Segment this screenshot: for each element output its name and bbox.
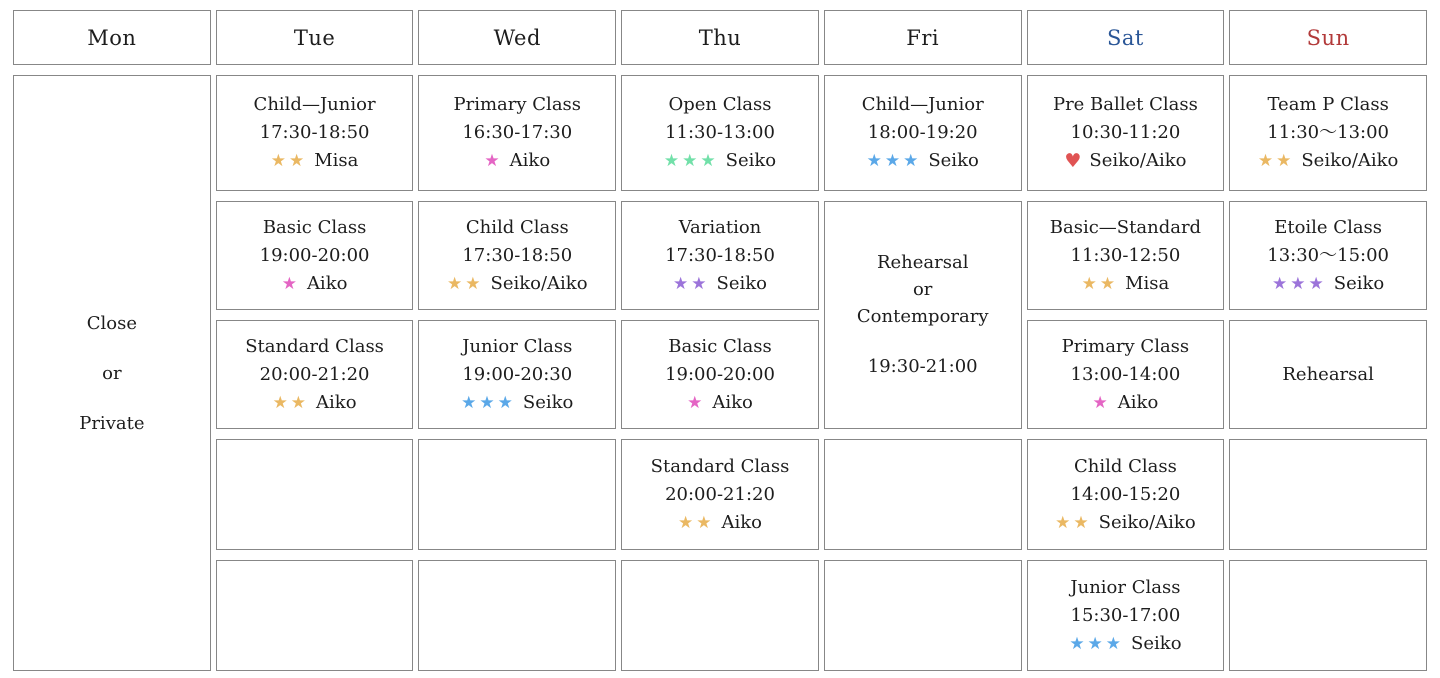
note-time: 19:30-21:00 <box>867 356 978 377</box>
teacher-name: Aiko <box>1117 391 1159 413</box>
class-title: Pre Ballet Class <box>1052 94 1198 115</box>
class-time: 17:30-18:50 <box>665 244 775 266</box>
note-text: Rehearsal <box>1282 364 1374 385</box>
class-level-line <box>678 509 762 537</box>
note-text: or <box>102 362 122 384</box>
class-level-line <box>273 389 357 417</box>
star-level-icon: ★ <box>1092 392 1111 413</box>
cell-sat-row2 <box>1027 201 1225 310</box>
class-title: Open Class <box>668 94 772 115</box>
class-time: 20:00-21:20 <box>665 483 775 505</box>
cell-wed-row3 <box>418 320 616 429</box>
cell-sun-row1 <box>1229 75 1427 191</box>
class-title: Junior Class <box>1070 576 1181 598</box>
teacher-name: Misa <box>314 150 359 171</box>
star-level-icon: ★ <box>484 151 503 171</box>
day-header-thu <box>621 10 819 65</box>
class-title: Basic Class <box>262 216 367 238</box>
day-header-sat <box>1027 10 1225 65</box>
teacher-name: Aiko <box>712 391 753 413</box>
class-title: Basic—Standard <box>1049 216 1202 238</box>
teacher-name: Seiko/Aiko <box>490 272 588 294</box>
class-level-line <box>1069 630 1181 658</box>
class-level-line <box>1064 147 1186 175</box>
cell-sat-row3 <box>1027 320 1225 429</box>
star-level-icon: ★★★ <box>1272 273 1327 294</box>
class-time: 19:00-20:00 <box>259 244 370 266</box>
cell-sun-row3 <box>1229 320 1427 429</box>
class-level-line <box>1055 509 1196 537</box>
star-level-icon: ★★ <box>447 273 484 294</box>
cell-sat-row5 <box>1027 560 1225 671</box>
star-level-icon: ★★★ <box>461 392 516 413</box>
cell-thu-row1 <box>621 75 819 191</box>
class-level-line <box>282 270 348 298</box>
class-title: Junior Class <box>462 335 573 357</box>
teacher-name: Seiko <box>1333 272 1385 294</box>
class-time: 13:00-14:00 <box>1070 363 1181 385</box>
day-header-label: Fri <box>906 25 940 50</box>
cell-mon-row1 <box>13 75 211 671</box>
star-level-icon: ★★ <box>678 512 715 533</box>
class-title: Child Class <box>1073 455 1177 477</box>
day-header-label: Sun <box>1306 25 1350 50</box>
class-level-line <box>1082 270 1170 298</box>
star-level-icon: ★★ <box>270 151 308 171</box>
cell-sun-row4 <box>1229 439 1427 550</box>
cell-fri-row2 <box>824 201 1022 429</box>
class-level-line <box>447 270 588 298</box>
class-level-line <box>673 270 767 298</box>
class-title: Basic Class <box>668 335 772 357</box>
cell-fri-row1 <box>824 75 1022 191</box>
class-level-line <box>687 389 753 417</box>
star-level-icon: ★★★ <box>866 151 922 171</box>
star-level-icon: ★★★ <box>1069 633 1125 654</box>
class-title: Child—Junior <box>861 94 984 115</box>
cell-tue-row5 <box>216 560 414 671</box>
note-text: Rehearsal <box>876 252 969 273</box>
class-time: 16:30-17:30 <box>462 122 573 143</box>
day-header-tue <box>216 10 414 65</box>
teacher-name: Aiko <box>306 272 348 294</box>
heart-icon: ♥ <box>1064 150 1082 172</box>
class-level-line <box>867 147 979 175</box>
class-level-line <box>271 147 359 175</box>
cell-thu-row3 <box>621 320 819 429</box>
teacher-name: Seiko <box>522 391 574 413</box>
class-title: Primary Class <box>1061 335 1190 357</box>
class-time: 17:30-18:50 <box>462 244 573 266</box>
cell-tue-row3 <box>216 320 414 429</box>
cell-sun-row2 <box>1229 201 1427 310</box>
star-level-icon: ★ <box>687 392 706 413</box>
class-title: Child Class <box>465 216 569 238</box>
class-level-line <box>484 147 550 175</box>
day-header-label: Wed <box>493 25 541 50</box>
class-title: Standard Class <box>650 455 790 477</box>
class-level-line <box>1258 147 1399 175</box>
class-time: 14:00-15:20 <box>1070 483 1181 505</box>
class-title: Primary Class <box>453 94 582 115</box>
teacher-name: Aiko <box>721 511 762 533</box>
teacher-name: Seiko/Aiko <box>1301 150 1399 171</box>
star-level-icon: ★★ <box>1055 512 1092 533</box>
class-time: 19:00-20:30 <box>462 363 573 385</box>
class-time: 17:30-18:50 <box>259 122 370 143</box>
teacher-name: Aiko <box>316 391 357 413</box>
teacher-name: Seiko <box>716 272 767 294</box>
cell-wed-row1 <box>418 75 616 191</box>
cell-tue-row1 <box>216 75 414 191</box>
star-level-icon: ★ <box>281 273 300 294</box>
class-title: Etoile Class <box>1274 216 1383 238</box>
note-text: Contemporary <box>856 306 989 327</box>
class-level-line <box>461 389 573 417</box>
cell-wed-row5 <box>418 560 616 671</box>
class-time: 20:00-21:20 <box>259 363 370 385</box>
class-time: 18:00-19:20 <box>867 122 978 143</box>
cell-thu-row4 <box>621 439 819 550</box>
star-level-icon: ★★ <box>1081 273 1119 294</box>
class-level-line <box>1272 270 1384 298</box>
teacher-name: Seiko <box>928 150 979 171</box>
cell-tue-row2 <box>216 201 414 310</box>
teacher-name: Misa <box>1125 272 1170 294</box>
day-header-mon <box>13 10 211 65</box>
day-header-sun <box>1229 10 1427 65</box>
star-level-icon: ★★ <box>272 392 310 413</box>
class-time: 11:30-12:50 <box>1070 244 1181 266</box>
class-time: 15:30-17:00 <box>1070 604 1181 626</box>
day-header-fri <box>824 10 1022 65</box>
cell-fri-row4 <box>824 439 1022 550</box>
class-time: 11:30-13:00 <box>665 122 775 143</box>
teacher-name: Seiko <box>1131 632 1182 654</box>
teacher-name: Seiko/Aiko <box>1098 511 1196 533</box>
class-time: 19:00-20:00 <box>665 363 775 385</box>
star-level-icon: ★★★ <box>663 151 719 171</box>
star-level-icon: ★★ <box>673 273 710 294</box>
day-header-label: Mon <box>87 25 137 50</box>
teacher-name: Seiko/Aiko <box>1089 150 1187 171</box>
teacher-name: Aiko <box>509 150 551 171</box>
cell-thu-row2 <box>621 201 819 310</box>
day-header-wed <box>418 10 616 65</box>
class-title: Team P Class <box>1267 94 1389 115</box>
class-level-line <box>1093 389 1159 417</box>
star-level-icon: ★★ <box>1257 151 1295 171</box>
day-header-label: Sat <box>1106 25 1144 50</box>
cell-wed-row2 <box>418 201 616 310</box>
class-level-line <box>664 147 776 175</box>
cell-fri-row5 <box>824 560 1022 671</box>
cell-tue-row4 <box>216 439 414 550</box>
note-text: Close <box>86 312 137 334</box>
cell-thu-row5 <box>621 560 819 671</box>
note-text: or <box>912 279 933 300</box>
cell-sat-row4 <box>1027 439 1225 550</box>
class-title: Variation <box>678 216 762 238</box>
class-time: 11:30〜13:00 <box>1267 122 1389 143</box>
teacher-name: Seiko <box>725 150 777 171</box>
cell-sun-row5 <box>1229 560 1427 671</box>
class-title: Child—Junior <box>253 94 376 115</box>
day-header-label: Tue <box>293 25 336 50</box>
class-title: Standard Class <box>245 335 384 357</box>
class-time: 13:30〜15:00 <box>1267 244 1389 266</box>
class-time: 10:30-11:20 <box>1070 122 1181 143</box>
cell-sat-row1 <box>1027 75 1225 191</box>
day-header-label: Thu <box>698 25 742 50</box>
note-text: Private <box>79 412 145 434</box>
cell-wed-row4 <box>418 439 616 550</box>
